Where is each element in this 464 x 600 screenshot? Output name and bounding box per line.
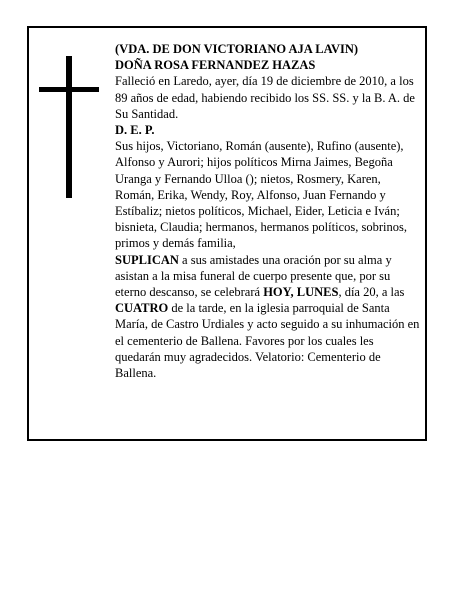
obituary-notice [27,26,427,441]
funeral-time: CUATRO [115,301,169,316]
funeral-date: HOY, LUNES [263,285,339,300]
funeral-request [115,252,421,382]
cross-horizontal-bar [39,87,99,92]
notice-text [115,41,421,381]
request-text-1: a sus amistades una oración por su alma y asistan a la misa funeral de cuerpo presente que, por su eterno descanso, se celebrará [115,252,392,300]
cross-vertical-bar [66,56,72,198]
dep-line: D. E. P. [115,123,155,138]
request-text-2: , día 20, a las [338,285,405,300]
request-text-3: de la tarde, en la iglesia parroquial de Santa María, de Castro Urdiales y acto seguido a su inhumación en el cementerio de Ballena. Favores por los cuales les quedarán muy agradecidos. Velatorio: Cementerio de Ballena. [115,301,420,381]
family-list: Sus hijos, Victoriano, Román (ausente), Rufino (ausente), Alfonso y Aurori; hijos políticos Mirna Jaimes, Begoña Uranga y Fernando Ulloa (); nietos, Rosmery, Karen, Román, Erika, Wendy, Roy, Alfonso, Juan Fernando y Estíbaliz; nietos políticos, Michael, Eider, Leticia e Iván; bisnieta, Claudia; hermanos, hermanos políticos, sobrinos, primos y demás familia, [115,139,407,251]
cross-icon [39,56,99,198]
suplican-word: SUPLICAN [115,252,179,267]
heading-deceased-name: DOÑA ROSA FERNANDEZ HAZAS [115,58,316,73]
death-statement: Falleció en Laredo, ayer, día 19 de diciembre de 2010, a los 89 años de edad, habiendo recibido los SS. SS. y la B. A. de Su Santidad. [115,74,415,121]
heading-widow-of: (VDA. DE DON VICTORIANO AJA LAVIN) [115,42,359,56]
